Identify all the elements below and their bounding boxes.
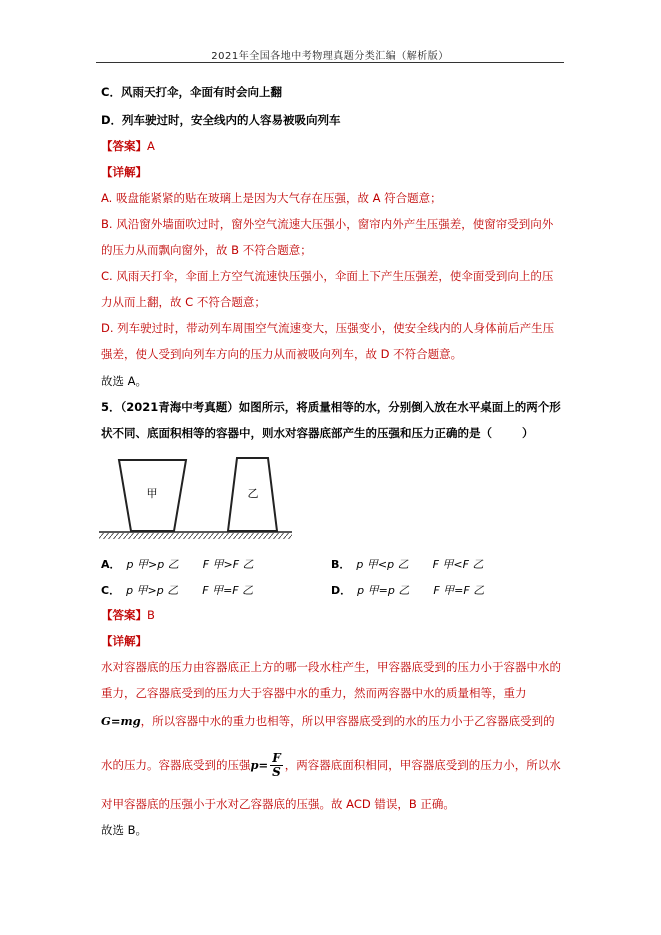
q5-exp-line3-text: ，所以容器中水的重力也相等，所以甲容器底受到的水的压力小于乙容器底受到的 (140, 714, 555, 728)
q5-stem-close: ） (522, 426, 534, 440)
q5-option-d (331, 582, 484, 598)
answer-value: B (147, 608, 155, 622)
q4-conclusion: 故选 A。 (101, 374, 148, 388)
formula-g-mg: G=mg (101, 714, 141, 728)
q5-stem-line2 (101, 425, 534, 441)
fraction-denominator: S (272, 765, 281, 779)
q5-exp-line1: 水对容器底的压力由容器底正上方的哪一段水柱产生，甲容器底受到的压力小于容器中水的 (101, 660, 561, 674)
label-yi: 乙 (247, 487, 259, 500)
formula-fraction (270, 752, 283, 779)
q5-stem-line1: 5．（2021青海中考真题）如图所示，将质量相等的水，分别倒入放在水平桌面上的两个形 (101, 400, 561, 414)
q5-figure (96, 452, 296, 542)
q4-exp-d1: D. 列车驶过时，带动列车周围空气流速变大，压强变小，使安全线内的人身体前后产生压 (101, 321, 555, 335)
q5-answer (101, 607, 155, 623)
q5-exp-line3 (101, 713, 555, 729)
option-a-pressure: p 甲>p 乙 (126, 558, 179, 571)
q5-option-a (101, 556, 254, 572)
q5-exp-line4 (101, 750, 561, 780)
q4-exp-b2: 的压力从而飘向窗外，故 B 不符合题意； (101, 243, 312, 257)
table-hatching (99, 533, 292, 539)
q5-option-c (101, 582, 253, 598)
option-d-force: F 甲=F 乙 (433, 584, 485, 597)
q5-conclusion: 故选 B。 (101, 823, 148, 837)
option-b-force: F 甲<F 乙 (432, 558, 484, 571)
q4-option-d: D．列车驶过时，安全线内的人容易被吸向列车 (101, 113, 341, 127)
option-a-force: F 甲>F 乙 (202, 558, 254, 571)
option-b-pressure: p 甲<p 乙 (356, 558, 409, 571)
option-c-force: F 甲=F 乙 (202, 584, 254, 597)
label-jia: 甲 (146, 487, 158, 500)
q4-detail-tag: 【详解】 (101, 165, 147, 179)
answer-tag: 【答案】 (101, 139, 147, 153)
option-c-label: C． (101, 584, 121, 597)
q5-exp-line5: 对甲容器底的压强小于水对乙容器底的压强。故 ACD 错误，B 正确。 (101, 797, 455, 811)
q5-exp-line4-a: 水的压力。容器底受到的压强 (101, 758, 251, 772)
q5-option-b (331, 556, 483, 572)
q5-stem-text: 状不同、底面积相等的容器中，则水对容器底部产生的压强和压力正确的是（ (101, 426, 492, 440)
q4-option-c: C．风雨天打伞，伞面有时会向上翻 (101, 85, 282, 99)
option-d-pressure: p 甲=p 乙 (357, 584, 410, 597)
option-b-label: B． (331, 558, 351, 571)
q4-exp-b1: B. 风沿窗外墙面吹过时，窗外空气流速大压强小，窗帘内外产生压强差，使窗帘受到向外 (101, 217, 554, 231)
option-d-label: D． (331, 584, 352, 597)
option-a-label: A． (101, 558, 121, 571)
q4-exp-c1: C. 风雨天打伞，伞面上方空气流速快压强小，伞面上下产生压强差，使伞面受到向上的压 (101, 269, 554, 283)
q5-exp-line4-b: ，两容器底面积相同，甲容器底受到的压力小，所以水 (284, 758, 561, 772)
q5-exp-line2: 重力，乙容器底受到的压力大于容器中水的重力，然而两容器中水的质量相等，重力 (101, 686, 527, 700)
option-c-pressure: p 甲>p 乙 (126, 584, 179, 597)
q4-exp-c2: 力从而上翻，故 C 不符合题意； (101, 295, 266, 309)
q4-exp-a: A. 吸盘能紧紧的贴在玻璃上是因为大气存在压强，故 A 符合题意； (101, 191, 442, 205)
q5-detail-tag: 【详解】 (101, 634, 147, 648)
q4-exp-d2: 强差，使人受到向列车方向的压力从而被吸向列车，故 D 不符合题意。 (101, 347, 463, 361)
answer-value: A (147, 139, 155, 153)
q4-answer (101, 138, 155, 154)
formula-p-lhs: p= (250, 758, 269, 772)
fraction-numerator: F (272, 751, 281, 765)
answer-tag: 【答案】 (101, 608, 147, 622)
page-header: 2021年全国各地中考物理真题分类汇编（解析版） (211, 51, 449, 62)
header-rule (96, 62, 564, 63)
